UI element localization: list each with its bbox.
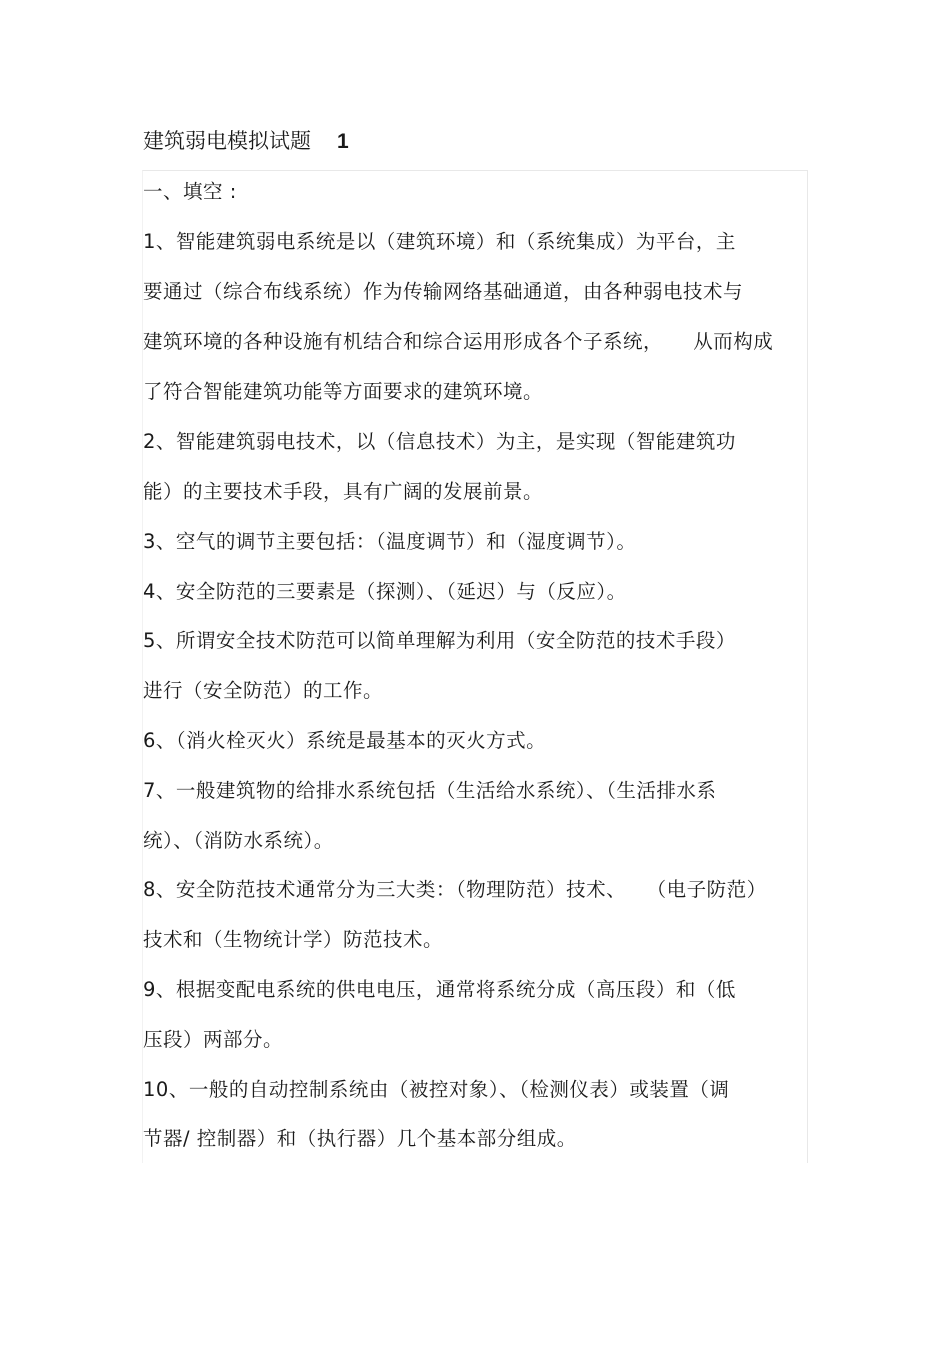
question-line: 进行（安全防范）的工作。 bbox=[143, 679, 384, 702]
question-line: 要通过（综合布线系统）作为传输网络基础通道，由各种弱电技术与 bbox=[143, 280, 744, 303]
question-line: 3、空气的调节主要包括：（温度调节）和（湿度调节）。 bbox=[143, 530, 637, 553]
title-text: 建筑弱电模拟试题 bbox=[143, 129, 311, 153]
question-line: 10、一般的自动控制系统由（被控对象）、（检测仪表）或装置（调 bbox=[143, 1078, 730, 1101]
section-heading: 一、填空 : bbox=[143, 180, 237, 203]
question-line: 压段）两部分。 bbox=[143, 1028, 284, 1051]
question-line: 7、一般建筑物的给排水系统包括（生活给水系统）、（生活排水系 bbox=[143, 779, 717, 802]
question-line: 9、根据变配电系统的供电电压，通常将系统分成（高压段）和（低 bbox=[143, 978, 736, 1001]
question-line: 技术和（生物统计学）防范技术。 bbox=[143, 928, 444, 951]
question-line: 能）的主要技术手段，具有广阔的发展前景。 bbox=[143, 480, 544, 503]
question-line: 了符合智能建筑功能等方面要求的建筑环境。 bbox=[143, 380, 544, 403]
question-line: 8、安全防范技术通常分为三大类：（物理防范）技术、 （电子防范） bbox=[143, 878, 767, 901]
question-line: 6、（消火栓灭火）系统是最基本的灭火方式。 bbox=[143, 729, 547, 752]
content-frame bbox=[142, 170, 808, 1163]
question-line: 2、智能建筑弱电技术，以（信息技术）为主，是实现（智能建筑功 bbox=[143, 430, 736, 453]
question-line: 4、安全防范的三要素是（探测）、（延迟）与（反应）。 bbox=[143, 580, 627, 603]
document-title bbox=[143, 126, 349, 157]
question-line: 建筑环境的各种设施有机结合和综合运用形成各个子系统， 从而构成 bbox=[143, 330, 774, 353]
question-line: 1、智能建筑弱电系统是以（建筑环境）和（系统集成）为平台，主 bbox=[143, 230, 736, 253]
question-line: 5、所谓安全技术防范可以简单理解为利用（安全防范的技术手段） bbox=[143, 629, 736, 652]
question-line: 统）、（消防水系统）。 bbox=[143, 829, 334, 852]
title-number: 1 bbox=[337, 130, 349, 153]
question-line: 节器/ 控制器）和（执行器）几个基本部分组成。 bbox=[143, 1127, 577, 1150]
